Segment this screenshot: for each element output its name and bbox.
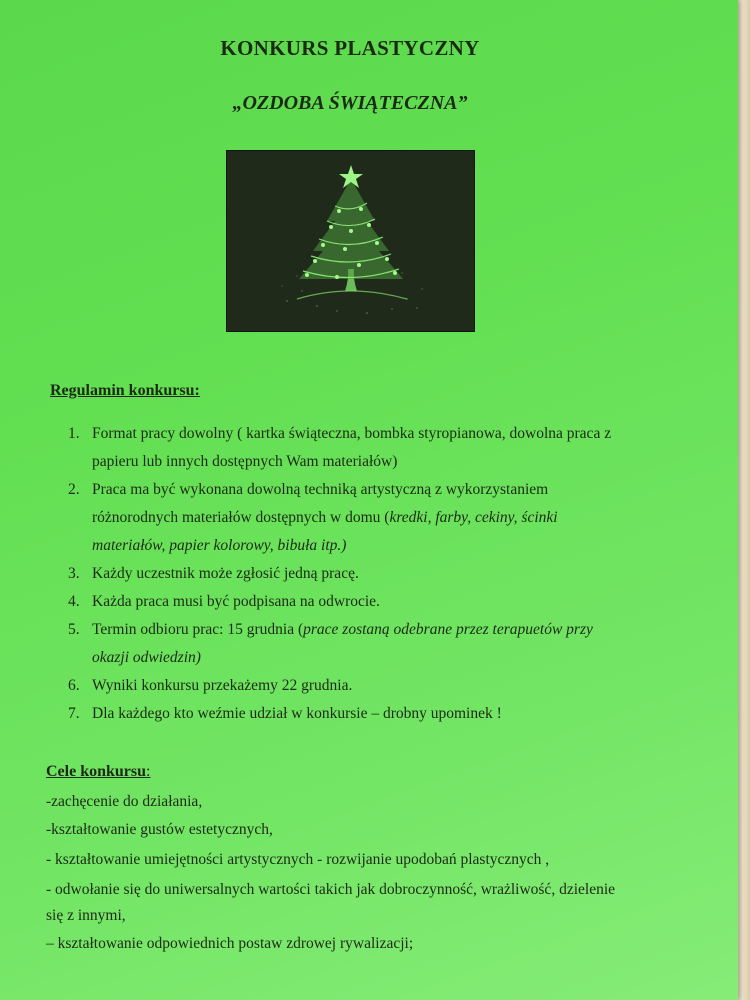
rule-number: 7.	[68, 705, 80, 722]
rule-text: Format pracy dowolny ( kartka świąteczna, bombka styropianowa, dowolna praca z	[92, 425, 612, 442]
rule-text: Termin odbioru prac: 15 grudnia (	[92, 621, 304, 638]
rule-text: Każdy uczestnik może zgłosić jedną pracę.	[92, 565, 359, 582]
goal-item: się z innymi,	[46, 907, 126, 924]
christmas-tree-picture	[226, 150, 475, 332]
rule-text-italic: kredki, farby, cekiny, ścinki	[389, 509, 558, 526]
rule-item-5	[68, 616, 668, 672]
rule-number: 6.	[68, 677, 80, 694]
christmas-tree-icon	[227, 151, 474, 331]
rule-item-2	[68, 476, 668, 560]
goal-item: -kształtowanie gustów estetycznych,	[46, 821, 273, 838]
goals-heading	[46, 763, 150, 781]
goal-item: – kształtowanie odpowiednich postaw zdrowej rywalizacji;	[46, 935, 414, 952]
page-subtitle: „OZDOBA ŚWIĄTECZNA”	[232, 92, 468, 114]
rule-item-6	[68, 672, 668, 700]
rule-text: Praca ma być wykonana dowolną techniką artystyczną z wykorzystaniem	[92, 481, 549, 498]
rule-number: 4.	[68, 593, 80, 610]
rule-item-4	[68, 588, 668, 616]
rule-text-italic: prace zostaną odebrane przez terapuetów przy	[303, 621, 593, 638]
goal-item: - odwołanie się do uniwersalnych wartości takich jak dobroczynność, wrażliwość, dzielenie	[46, 881, 616, 898]
goal-item: -zachęcenie do działania,	[46, 793, 203, 810]
rule-text: Wyniki konkursu przekażemy 22 grudnia.	[92, 677, 353, 694]
rule-text-italic: okazji odwiedzin)	[92, 649, 201, 666]
rule-item-1	[68, 420, 668, 476]
page-title: KONKURS PLASTYCZNY	[220, 36, 480, 60]
rule-number: 5.	[68, 621, 80, 638]
rules-heading: Regulamin konkursu:	[50, 382, 200, 399]
goal-item: - kształtowanie umiejętności artystycznych - rozwijanie upodobań plastycznych ,	[46, 851, 550, 868]
rule-text: Dla każdego kto weźmie udział w konkursie – drobny upominek !	[92, 705, 502, 722]
rule-number: 1.	[68, 425, 80, 442]
rule-text: różnorodnych materiałów dostępnych w domu (	[92, 509, 390, 526]
rule-item-3	[68, 560, 668, 588]
rule-text: Każda praca musi być podpisana na odwrocie.	[92, 593, 380, 610]
rule-item-7	[68, 700, 668, 728]
rule-number: 3.	[68, 565, 80, 582]
goals-heading-colon: :	[146, 763, 151, 780]
rule-text: papieru lub innych dostępnych Wam materiałów)	[92, 453, 398, 470]
rule-text-italic: materiałów, papier kolorowy, bibuła itp.)	[92, 537, 347, 554]
rule-number: 2.	[68, 481, 80, 498]
goals-heading-text: Cele konkursu	[46, 763, 147, 780]
